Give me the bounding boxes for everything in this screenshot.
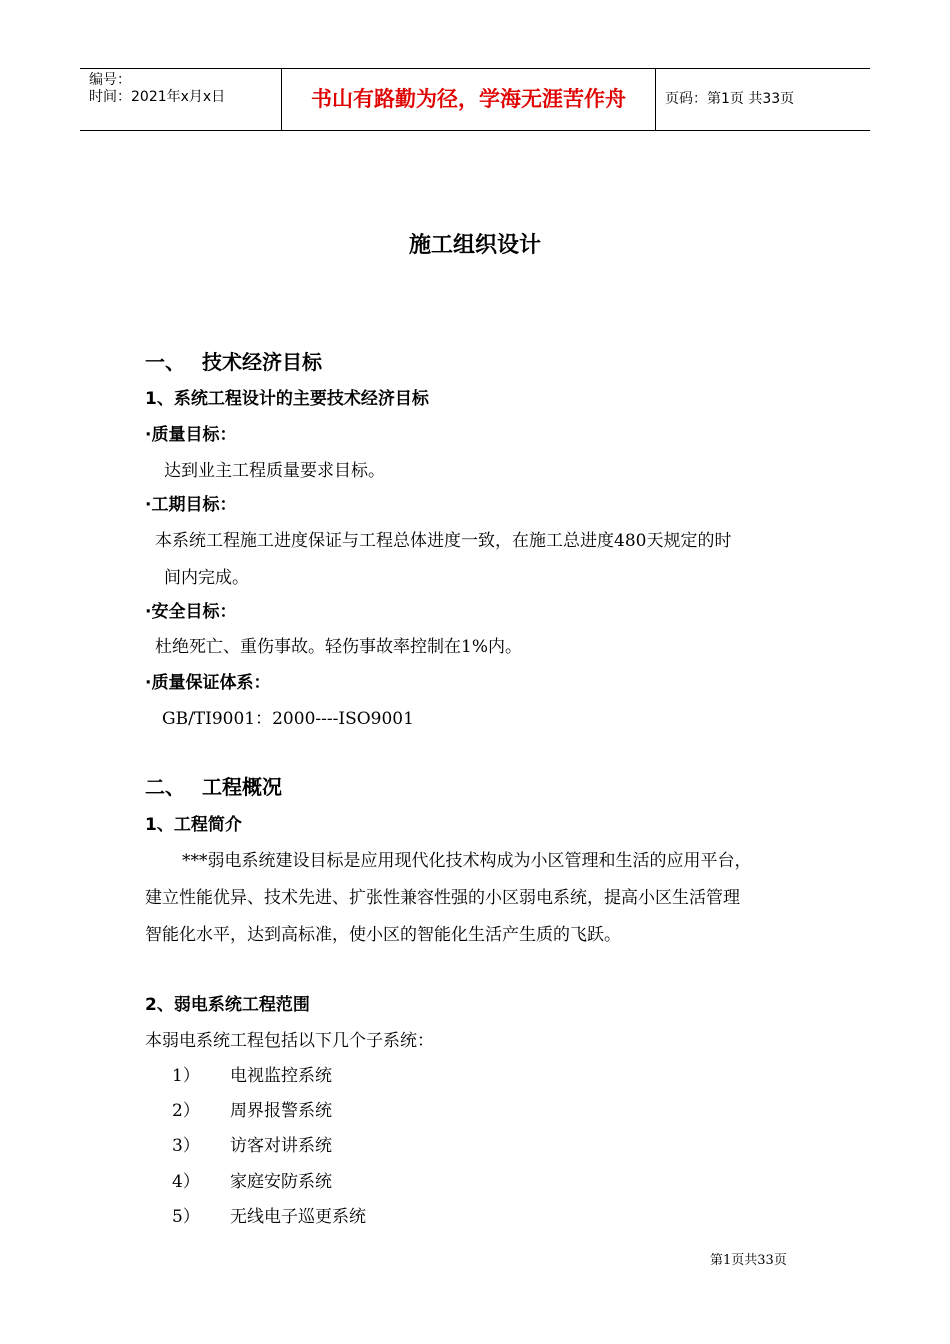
system-name: 无线电子巡更系统: [230, 1207, 366, 1227]
system-name: 电视监控系统: [230, 1066, 332, 1086]
schedule-goal-text-2: 间内完成。: [164, 568, 249, 588]
system-name: 周界报警系统: [230, 1101, 332, 1121]
system-number: 3）: [172, 1136, 200, 1156]
qa-system-label: ·质量保证体系：: [145, 673, 271, 693]
scope-intro: 本弱电系统工程包括以下几个子系统：: [145, 1031, 434, 1051]
project-intro-line-3: 智能化水平，达到高标准，使小区的智能化生活产生质的飞跃。: [145, 925, 621, 945]
qa-system-text: GB/TI9001：2000----ISO9001: [162, 709, 414, 729]
safety-goal-text: 杜绝死亡、重伤事故。轻伤事故率控制在1%内。: [155, 637, 522, 657]
quality-goal-label: ·质量目标：: [145, 425, 237, 445]
system-name: 访客对讲系统: [230, 1136, 332, 1156]
section1-number: 一、: [145, 350, 185, 374]
header-meta: [80, 69, 280, 130]
header-page-info: 页码：第1页 共33页: [665, 91, 795, 107]
project-intro-heading: 1、工程简介: [145, 815, 242, 835]
time-label: 时间：2021年x月x日: [89, 89, 226, 105]
section1-subheading: 1、系统工程设计的主要技术经济目标: [145, 389, 429, 409]
header-motto: 书山有路勤为径，学海无涯苦作舟: [281, 69, 656, 130]
system-number: 1）: [172, 1066, 200, 1086]
section1-title: 技术经济目标: [202, 350, 322, 374]
scope-heading: 2、弱电系统工程范围: [145, 995, 310, 1015]
page-header: [80, 68, 870, 131]
system-number: 2）: [172, 1101, 200, 1121]
page-footer: 第1页共33页: [710, 1253, 787, 1268]
system-number: 4）: [172, 1172, 200, 1192]
schedule-goal-text-1: 本系统工程施工进度保证与工程总体进度一致，在施工总进度480天规定的时: [155, 531, 732, 551]
document-title: 施工组织设计: [408, 233, 541, 258]
schedule-goal-label: ·工期目标：: [145, 495, 237, 515]
project-intro-line-2: 建立性能优异、技术先进、扩张性兼容性强的小区弱电系统，提高小区生活管理: [145, 888, 740, 908]
quality-goal-text: 达到业主工程质量要求目标。: [164, 461, 385, 481]
system-number: 5）: [172, 1207, 200, 1227]
system-name: 家庭安防系统: [230, 1172, 332, 1192]
project-intro-line-1: ***弱电系统建设目标是应用现代化技术构成为小区管理和生活的应用平台，: [182, 851, 752, 871]
safety-goal-label: ·安全目标：: [145, 602, 237, 622]
number-label: 编号：: [89, 72, 131, 88]
section2-title: 工程概况: [202, 775, 282, 799]
section2-number: 二、: [145, 775, 185, 799]
